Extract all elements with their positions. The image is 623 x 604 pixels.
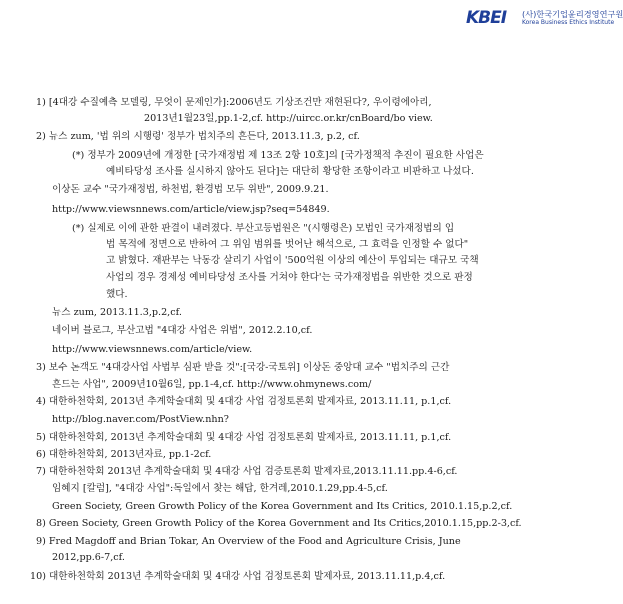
note-2-comment-2-line-5: 했다. [106,289,128,300]
note-2-comment-1-line-2: 예비타당성 조사를 실시하지 않아도 된다]는 대단히 황당한 조항이라고 비판하고 나섰다. [106,166,474,177]
org-name-english: Korea Business Ethics Institute [522,19,615,26]
note-9-line-1: 9) Fred Magdoff and Brian Tokar, An Overview of the Food and Agriculture Crisis, June [36,536,461,547]
note-10: 10) 대한하천학회 2013년 추계학술대회 및 4대강 사업 검정토론회 발제자료, 2013.11.11,p.4,cf. [30,571,446,582]
org-name-korean: (사)한국기업윤리경영연구원 [522,9,623,19]
note-2-source-1: 이상돈 교수 "국가재정법, 하천법, 환경법 모두 위반", 2009.9.21. [52,184,329,195]
note-2-url-2: http://www.viewsnnews.com/article/view. [52,344,253,355]
note-7-line-1: 7) 대한하천학회 2013년 추계학술대회 및 4대강 사업 검증토론회 발제자료,2013.11.11.pp.4-6,cf. [36,466,458,477]
note-2-comment-2-line-1: (*) 실제로 이에 관한 판결이 내려졌다. 부산고등법원은 "(시행령은) 모법인 국가재정법의 입 [72,223,455,234]
note-1-line-2: 2013년1월23일,pp.1-2,cf. http://uircc.or.kr/cnBoard/bo view. [144,113,433,124]
note-2-comment-2-line-2: 법 목적에 정면으로 반하여 그 위임 범위를 벗어난 해석으로, 그 효력을 인정할 수 없다" [106,239,469,250]
note-2-line-1: 2) 뉴스 zum, '법 위의 시행령' 정부가 법치주의 흔든다, 2013.11.3, p.2, cf. [36,131,360,142]
note-3-line-1: 3) 보수 논객도 "4대강사업 사법부 심판 받을 것":[국강-국토위] 이상돈 중앙대 교수 "법치주의 근간 [36,362,450,373]
note-4-line-1: 4) 대한하천학회, 2013년 추계학술대회 및 4대강 사업 검정토론회 발제자료, 2013.11.11, p.1,cf. [36,396,452,407]
note-2-source-2: 뉴스 zum, 2013.11.3,p.2,cf. [52,307,182,318]
note-2-comment-2-line-4: 사업의 경우 경제성 예비타당성 조사를 거쳐야 한다'는 국가재정법을 위반한 것으로 판정 [106,272,473,283]
note-7-line-2: 임혜지 [칼럼], "4대강 사업":독일에서 찾는 해답, 한겨레,2010.1.29,pp.4-5,cf. [52,483,388,494]
note-3-line-2: 흔드는 사업", 2009년10월6일, pp.1-4,cf. http://www.ohmynews.com/ [52,379,372,390]
note-8: 8) Green Society, Green Growth Policy of the Korea Government and Its Critics,2010.1.15,pp.2-3,cf. [36,518,522,529]
note-2-comment-2-line-3: 고 밝혔다. 재판부는 낙동강 살리기 사업이 '500억원 이상의 예산이 투입되는 대규모 국책 [106,255,479,266]
note-6: 6) 대한하천학회, 2013년자료, pp.1-2cf. [36,449,212,460]
logo-mark: KBEI [466,8,507,28]
note-2-source-3: 네이버 블로그, 부산고법 "4대강 사업은 위법", 2012.2.10,cf. [52,325,313,336]
note-1-line-1: 1) [4대강 수질예측 모델링, 무엇이 문제인가]:2006년도 기상조건만 재현된다?, 우이령에아리, [36,97,432,108]
note-2-comment-1-line-1: (*) 정부가 2009년에 개정한 [국가재정법 제 13조 2항 10호]의 [국가정책적 추진이 필요한 사업은 [72,150,484,161]
note-2-url-1: http://www.viewsnnews.com/article/view.jsp?seq=54849. [52,204,330,215]
note-4-url: http://blog.naver.com/PostView.nhn? [52,414,229,425]
header-logo [466,8,623,30]
note-9-line-2: 2012,pp.6-7,cf. [52,552,125,563]
note-5: 5) 대한하천학회, 2013년 추계학술대회 및 4대강 사업 검정토론회 발제자료, 2013.11.11, p.1,cf. [36,432,452,443]
note-7-line-3: Green Society, Green Growth Policy of the Korea Government and Its Critics, 2010.1.15,p.2,cf. [52,501,513,512]
